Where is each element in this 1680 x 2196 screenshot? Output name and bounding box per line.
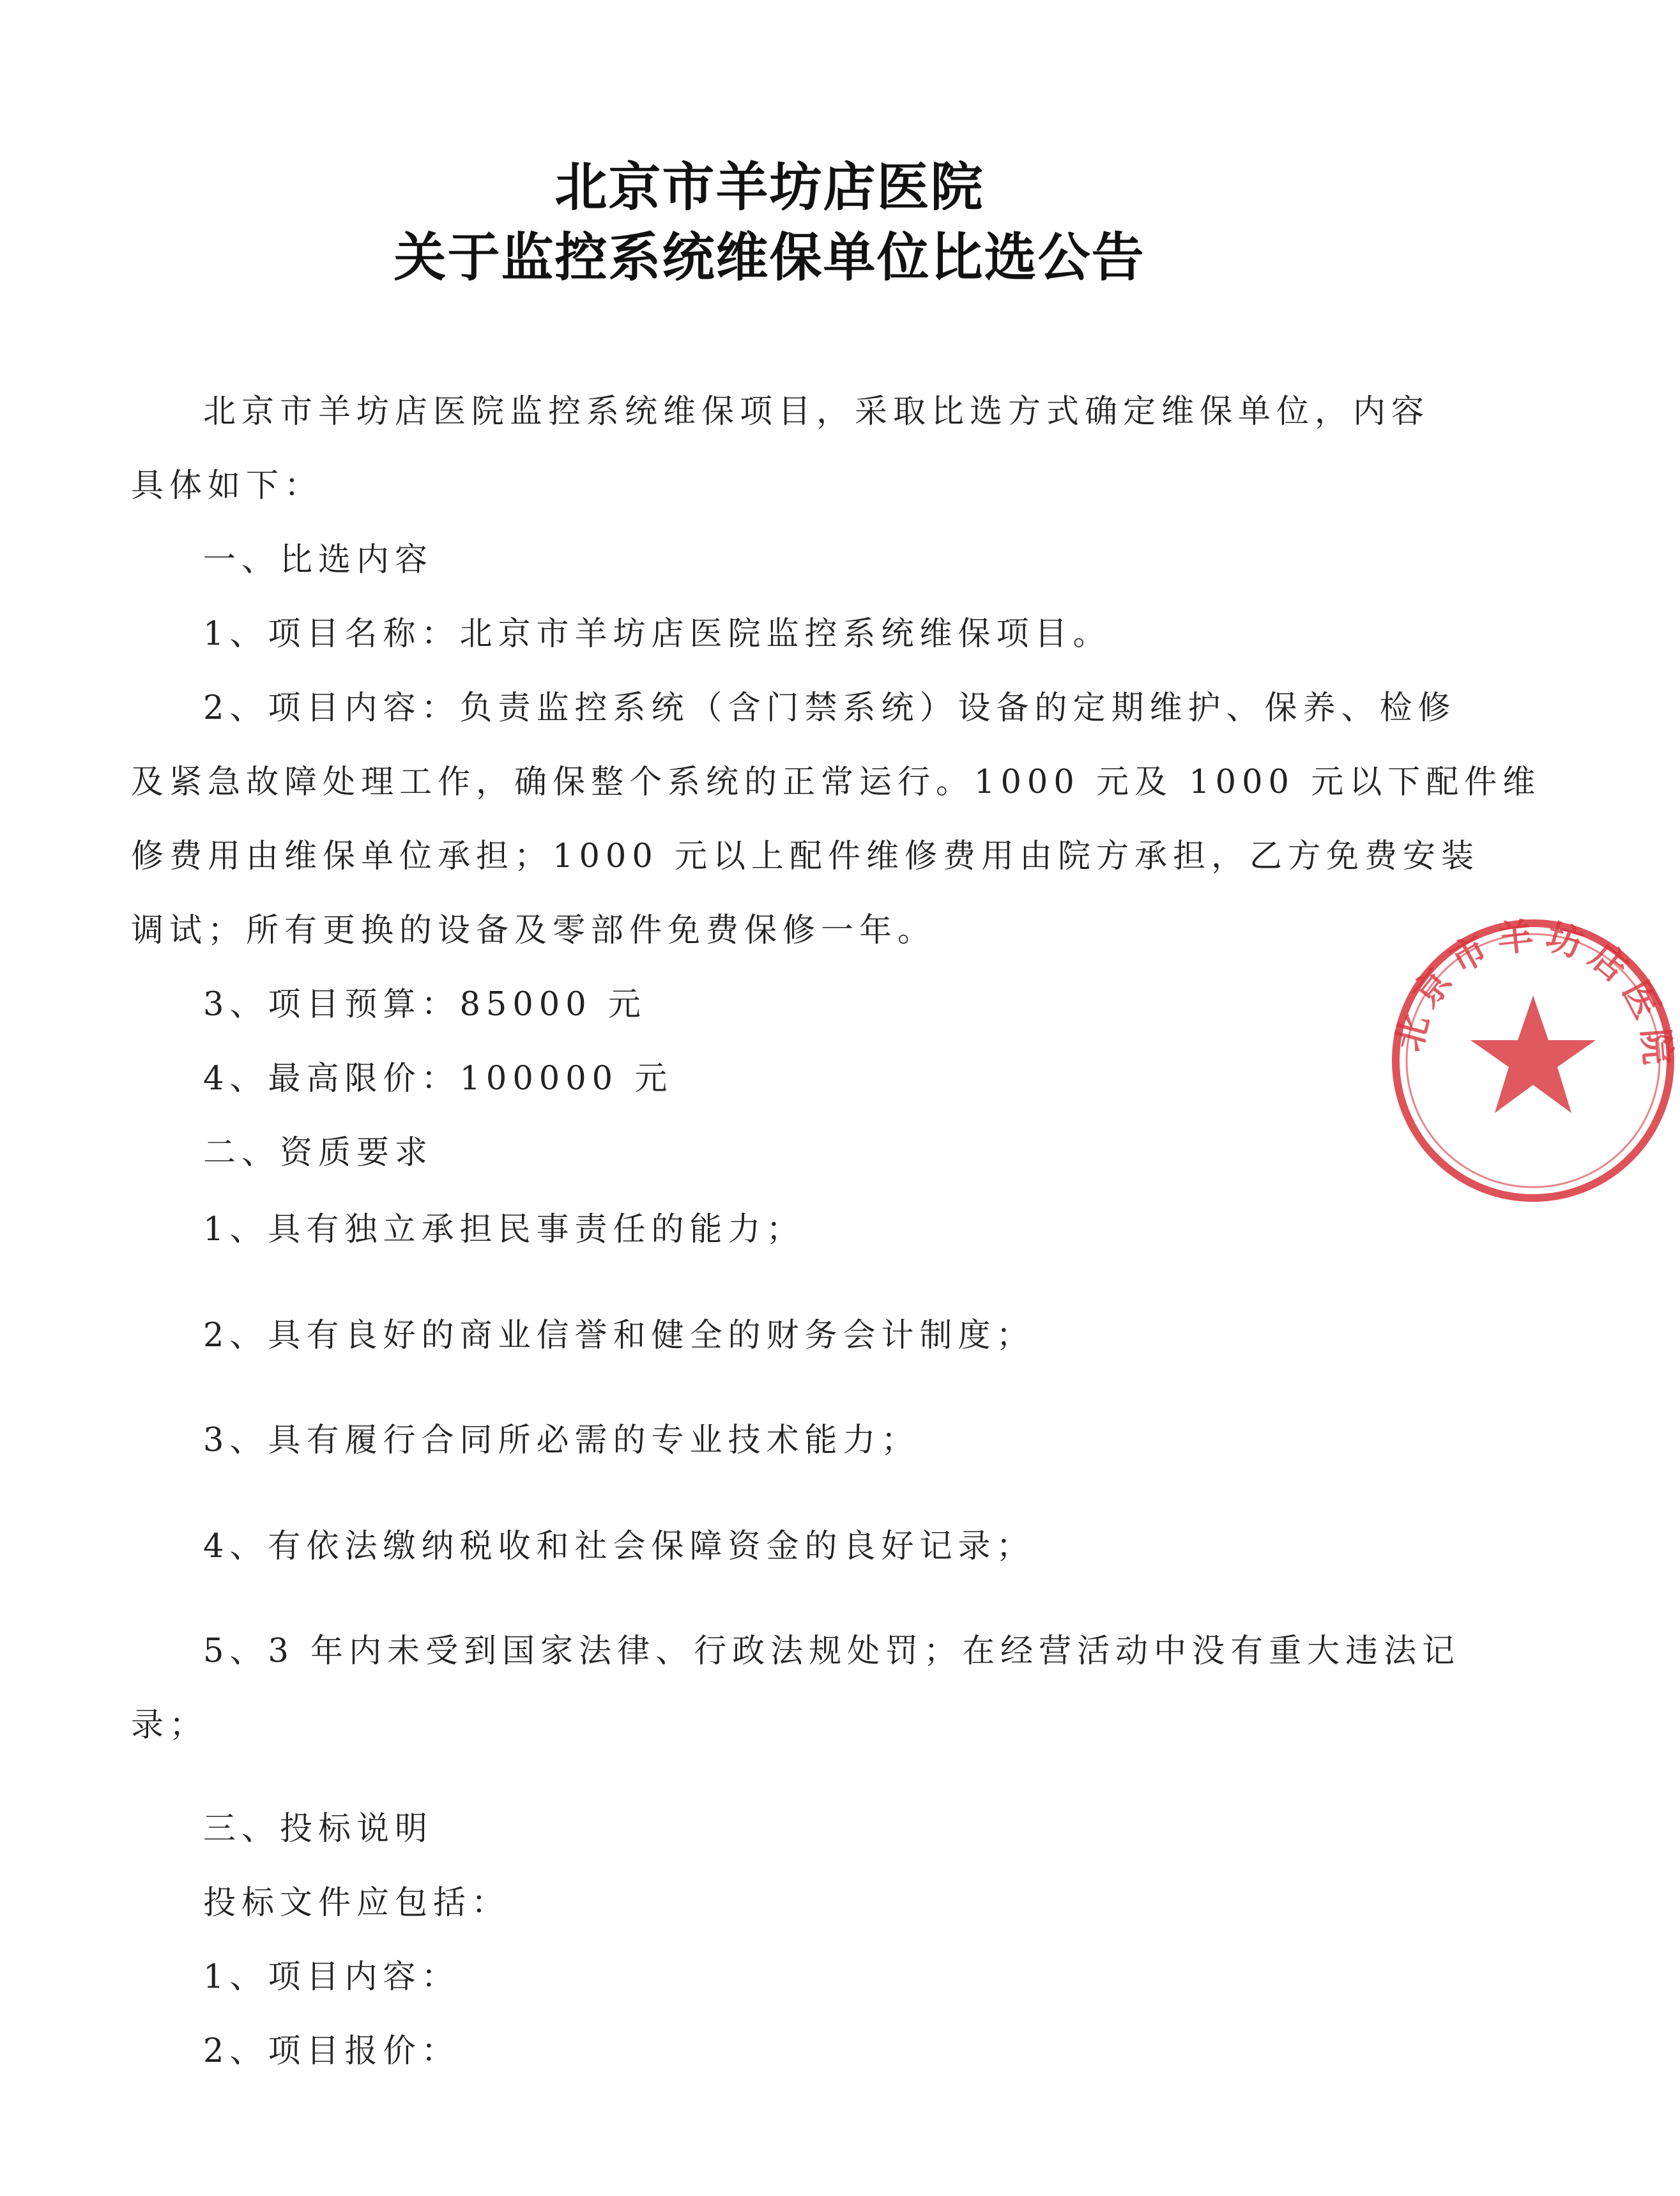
section3-item2: 2、项目报价： [203,2032,460,2070]
intro-paragraph-line2: 具体如下： [131,467,323,505]
section1-item3: 3、项目预算：85000 元 [203,986,646,1024]
section2-item1: 1、具有独立承担民事责任的能力； [203,1211,805,1248]
section1-heading: 一、比选内容 [203,541,434,579]
section1-item2-line2: 及紧急故障处理工作，确保整个系统的正常运行。1000 元及 1000 元以下配件维 [131,764,1541,801]
section3-item1: 1、项目内容： [203,1958,460,1996]
section2-item3: 3、具有履行合同所必需的专业技术能力； [203,1422,920,1459]
section1-item2-line4: 调试；所有更换的设备及零部件免费保修一年。 [131,912,936,949]
section1-item1: 1、项目名称：北京市羊坊店医院监控系统维保项目。 [203,615,1111,653]
section2-item5-line1: 5、3 年内未受到国家法律、行政法规处罚；在经营活动中没有重大违法记 [203,1632,1461,1670]
section2-item2: 2、具有良好的商业信誉和健全的财务会计制度； [203,1317,1035,1355]
intro-paragraph-line1: 北京市羊坊店医院监控系统维保项目，采取比选方式确定维保单位，内容 [203,393,1430,431]
section1-item4: 4、最高限价：100000 元 [203,1060,673,1098]
section2-item5-line2: 录； [131,1707,208,1744]
section2-heading: 二、资质要求 [203,1134,434,1172]
document-title-line2: 关于监控系统维保单位比选公告 [393,227,1145,288]
section2-item4: 4、有依法缴纳税收和社会保障资金的良好记录； [203,1528,1035,1565]
section3-heading: 三、投标说明 [203,1810,434,1848]
seal-text: 北京市羊坊店医院 [1387,914,1680,1075]
document-title-line1: 北京市羊坊店医院 [554,157,984,218]
official-seal-icon [1386,914,1680,1208]
section1-item2-line1: 2、项目内容：负责监控系统（含门禁系统）设备的定期维护、保养、检修 [203,689,1456,727]
section3-intro: 投标文件应包括： [203,1884,510,1922]
section1-item2-line3: 修费用由维保单位承担；1000 元以上配件维修费用由院方承担，乙方免费安装 [131,838,1480,875]
